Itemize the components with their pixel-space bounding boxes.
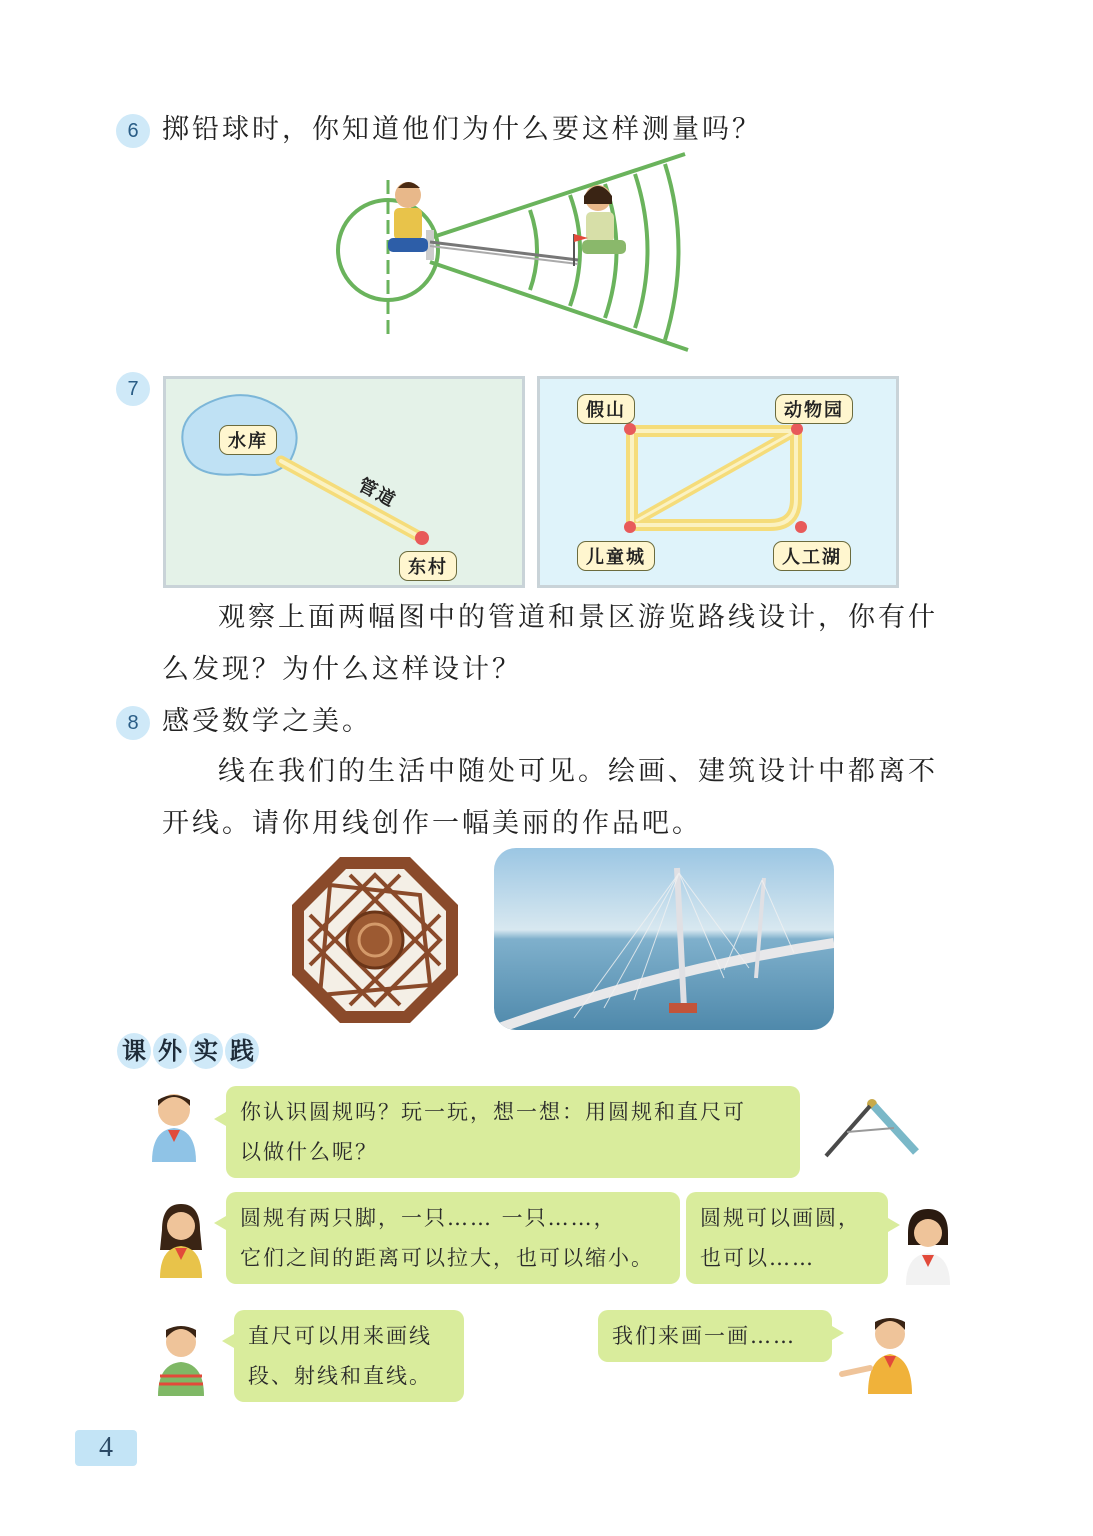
compass-tool-icon <box>822 1094 922 1160</box>
page-number: 4 <box>75 1430 137 1466</box>
speech-bubble-4 <box>234 1310 464 1402</box>
zoo-label: 动物园 <box>775 394 853 424</box>
girl-avatar-2 <box>900 1205 956 1285</box>
pipe-label: 管道 <box>354 474 400 512</box>
problem-7-text-line-2: 么发现？为什么这样设计？ <box>162 654 522 685</box>
problem-6-number: 6 <box>116 114 150 148</box>
practice-title-char: 外 <box>153 1033 187 1069</box>
kids-city-label: 儿童城 <box>577 541 655 571</box>
cable-bridge-photo <box>494 848 834 1030</box>
bubble-1-line-1: 你认识圆规吗？玩一玩，想一想：用圆规和直尺可 <box>240 1100 746 1124</box>
bubble-2-line-1: 圆规有两只脚，一只…… 一只……， <box>240 1206 617 1230</box>
speech-bubble-5 <box>598 1310 832 1362</box>
rockery-point <box>624 423 636 435</box>
problem-7-text-line-1: 观察上面两幅图中的管道和景区游览路线设计，你有什 <box>218 602 938 633</box>
lake-point <box>795 521 807 533</box>
practice-title-char: 课 <box>117 1033 151 1069</box>
boy-measuring-figure <box>388 182 428 252</box>
practice-title-char: 实 <box>189 1033 223 1069</box>
shot-put-illustration <box>330 150 710 360</box>
boy-avatar-1 <box>138 1088 210 1162</box>
lake-label: 人工湖 <box>773 541 851 571</box>
octagon-window-image <box>290 855 460 1025</box>
reservoir-pipe-diagram <box>166 379 522 585</box>
problem-8-text-line-2: 开线。请你用线创作一幅美丽的作品吧。 <box>162 808 702 839</box>
speech-bubble-3 <box>686 1192 888 1284</box>
bubble-4-line-1: 直尺可以用来画线 <box>248 1324 432 1348</box>
practice-section-title <box>117 1033 259 1069</box>
problem-8-title: 感受数学之美。 <box>162 706 372 737</box>
bubble-1-line-2: 以做什么呢？ <box>240 1140 378 1164</box>
problem-8-text-line-1: 线在我们的生活中随处可见。绘画、建筑设计中都离不 <box>218 756 938 787</box>
bubble-3-line-2: 也可以…… <box>700 1246 815 1270</box>
boy-avatar-3 <box>840 1312 930 1394</box>
practice-title-char: 践 <box>225 1033 259 1069</box>
zoo-point <box>791 423 803 435</box>
boy-avatar-2 <box>150 1318 212 1396</box>
problem-8-number: 8 <box>116 706 150 740</box>
bubble-3-line-1: 圆规可以画圆， <box>700 1206 861 1230</box>
bubble-2-line-2: 它们之间的距离可以拉大，也可以缩小。 <box>240 1246 654 1270</box>
bubble-4-line-2: 段、射线和直线。 <box>248 1364 432 1388</box>
kids-city-point <box>624 521 636 533</box>
village-point <box>415 531 429 545</box>
bubble-5-text: 我们来画一画…… <box>612 1324 796 1348</box>
reservoir-label: 水库 <box>219 425 277 455</box>
speech-bubble-2 <box>226 1192 680 1284</box>
problem-7-number: 7 <box>116 372 150 406</box>
problem-6-question: 掷铅球时，你知道他们为什么要这样测量吗？ <box>162 114 762 145</box>
girl-avatar-1 <box>150 1200 212 1278</box>
speech-bubble-1 <box>226 1086 800 1178</box>
village-label: 东村 <box>399 551 457 581</box>
rockery-label: 假山 <box>577 394 635 424</box>
